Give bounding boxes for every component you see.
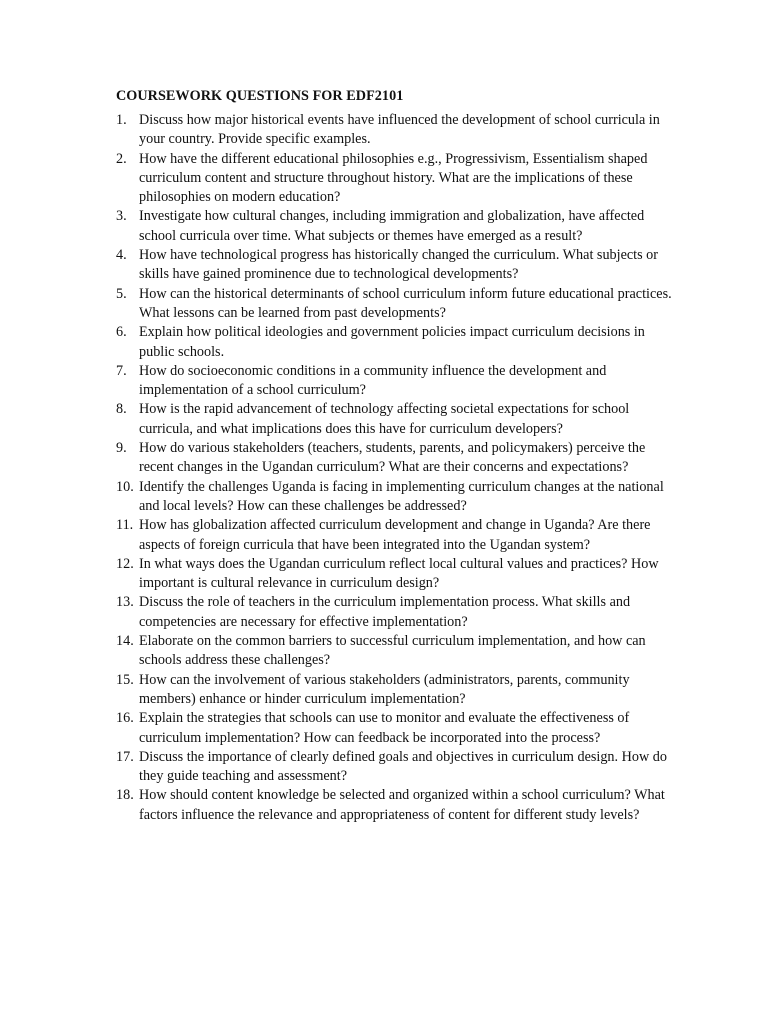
question-text: How should content knowledge be selected and organized within a school curriculum? What factors influence the relevance and appropriateness of content for different study levels? (139, 787, 665, 823)
question-item (116, 323, 682, 362)
question-item (116, 150, 682, 208)
document-page (116, 86, 682, 825)
question-number: 6. (116, 324, 127, 341)
question-text: Discuss the role of teachers in the curriculum implementation process. What skills and competencies are necessary for effective implementation? (139, 594, 631, 630)
question-text: How do various stakeholders (teachers, students, parents, and policymakers) perceive the recent changes in the Ugandan curriculum? What are their concerns and expectations? (139, 440, 646, 476)
question-text: Explain how political ideologies and government policies impact curriculum decisions in public schools. (139, 324, 645, 360)
question-number: 16. (116, 710, 134, 727)
question-number: 14. (116, 633, 134, 650)
question-number: 3. (116, 208, 127, 225)
question-text: Investigate how cultural changes, including immigration and globalization, have affected school curricula over time. What subjects or themes have emerged as a result? (139, 208, 645, 244)
question-item (116, 709, 682, 748)
question-number: 9. (116, 440, 127, 457)
question-text: Explain the strategies that schools can use to monitor and evaluate the effectiveness of curriculum implementation? How can feedback be incorporated into the process? (139, 710, 630, 746)
question-number: 1. (116, 112, 127, 128)
question-text: How is the rapid advancement of technology affecting societal expectations for school curricula, and what implications does this have for curriculum developers? (139, 401, 630, 437)
question-item (116, 246, 682, 285)
question-text: How do socioeconomic conditions in a community influence the development and implementation of a school curriculum? (139, 362, 607, 399)
question-text: Elaborate on the common barriers to successful curriculum implementation, and how can schools address these challenges? (139, 633, 646, 669)
question-text: How can the historical determinants of school curriculum inform future educational practices. What lessons can be learned from past developments? (139, 285, 672, 321)
question-number: 8. (116, 401, 127, 418)
question-number: 7. (116, 362, 127, 379)
question-item (116, 748, 682, 787)
question-number: 18. (116, 787, 134, 804)
question-number: 5. (116, 285, 127, 302)
question-text: In what ways does the Ugandan curriculum reflect local cultural values and practices? How important is cultural relevance in curriculum design? (139, 555, 659, 592)
question-number: 13. (116, 594, 134, 611)
question-text: How has globalization affected curriculum development and change in Uganda? Are there aspects of foreign curricula that have been integrated into the Ugandan system? (139, 517, 651, 553)
question-item (116, 478, 682, 517)
question-number: 12. (116, 555, 134, 572)
document-title: COURSEWORK QUESTIONS FOR EDF2101 (116, 88, 404, 104)
question-number: 17. (116, 748, 134, 765)
question-text: Discuss how major historical events have influenced the development of school curricula in your country. Provide specific examples. (139, 112, 660, 148)
question-item (116, 593, 682, 632)
question-text: Discuss the importance of clearly defined goals and objectives in curriculum design. How do they guide teaching and assessment? (139, 748, 667, 785)
question-item (116, 285, 682, 324)
question-item (116, 400, 682, 439)
question-item (116, 207, 682, 246)
question-number: 4. (116, 247, 127, 264)
question-text: How have technological progress has historically changed the curriculum. What subjects or skills have gained prominence due to technological developments? (139, 247, 659, 283)
question-item (116, 362, 682, 401)
question-item (116, 439, 682, 478)
question-text: Identify the challenges Uganda is facing in implementing curriculum changes at the national and local levels? How can these challenges be addressed? (139, 478, 664, 514)
question-number: 10. (116, 478, 134, 495)
question-number: 15. (116, 671, 134, 688)
question-text: How have the different educational philosophies e.g., Progressivism, Essentialism shaped curriculum content and structure throughout history. What are the implications of these philosophies on modern education? (139, 150, 648, 206)
question-list (116, 111, 682, 825)
question-item (116, 671, 682, 710)
question-number: 11. (116, 517, 134, 534)
question-item (116, 516, 682, 555)
question-item (116, 632, 682, 671)
question-item (116, 111, 682, 150)
question-item (116, 555, 682, 594)
question-item (116, 786, 682, 825)
question-number: 2. (116, 150, 127, 167)
question-text: How can the involvement of various stakeholders (administrators, parents, community members) enhance or hinder curriculum implementation? (139, 671, 630, 707)
